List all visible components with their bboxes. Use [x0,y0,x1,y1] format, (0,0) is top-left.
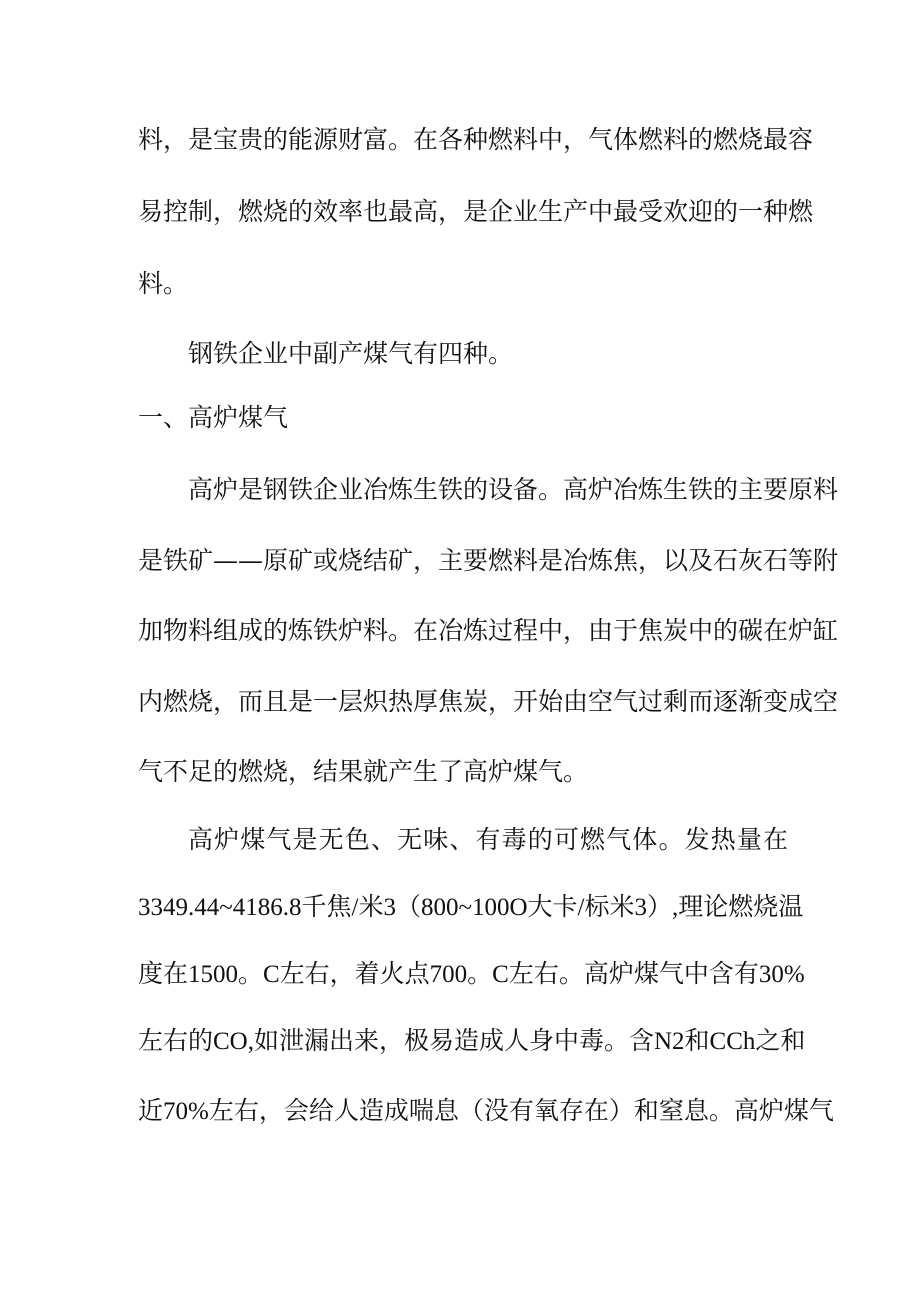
paragraph-line: 近70%左右，会给人造成喘息（没有氧存在）和窒息。高炉煤气 [138,1098,834,1125]
paragraph-line: 高炉煤气是无色、无味、有毒的可燃气体。发热量在 [188,825,788,854]
paragraph-line: 是铁矿——原矿或烧结矿，主要燃料是冶炼焦，以及石灰石等附 [138,546,839,575]
paragraph-line: 易控制，燃烧的效率也最高，是企业生产中最受欢迎的一种燃 [138,197,814,226]
paragraph-line: 料。 [138,269,189,298]
paragraph-line: 气不足的燃烧，结果就产生了高炉煤气。 [138,757,589,786]
paragraph-line: 加物料组成的炼铁炉料。在冶炼过程中，由于焦炭中的碳在炉缸 [138,616,839,645]
paragraph-line: 左右的CO,如泄漏出来，极易造成人身中毒。含N2和CCh之和 [138,1028,806,1055]
paragraph-line: 高炉是钢铁企业冶炼生铁的设备。高炉冶炼生铁的主要原料 [188,475,839,504]
paragraph-line: 度在1500。C左右，着火点700。C左右。高炉煤气中含有30% [138,961,805,988]
paragraph-line: 内燃烧，而且是一层炽热厚焦炭，开始由空气过剩而逐渐变成空 [138,687,839,716]
paragraph-line: 钢铁企业中副产煤气有四种。 [188,339,514,368]
paragraph-line: 3349.44~4186.8千焦/米3（800~100O大卡/标米3）,理论燃烧温 [138,894,804,921]
section-heading: 一、高炉煤气 [138,403,289,432]
paragraph-line: 料，是宝贵的能源财富。在各种燃料中，气体燃料的燃烧最容 [138,125,814,154]
